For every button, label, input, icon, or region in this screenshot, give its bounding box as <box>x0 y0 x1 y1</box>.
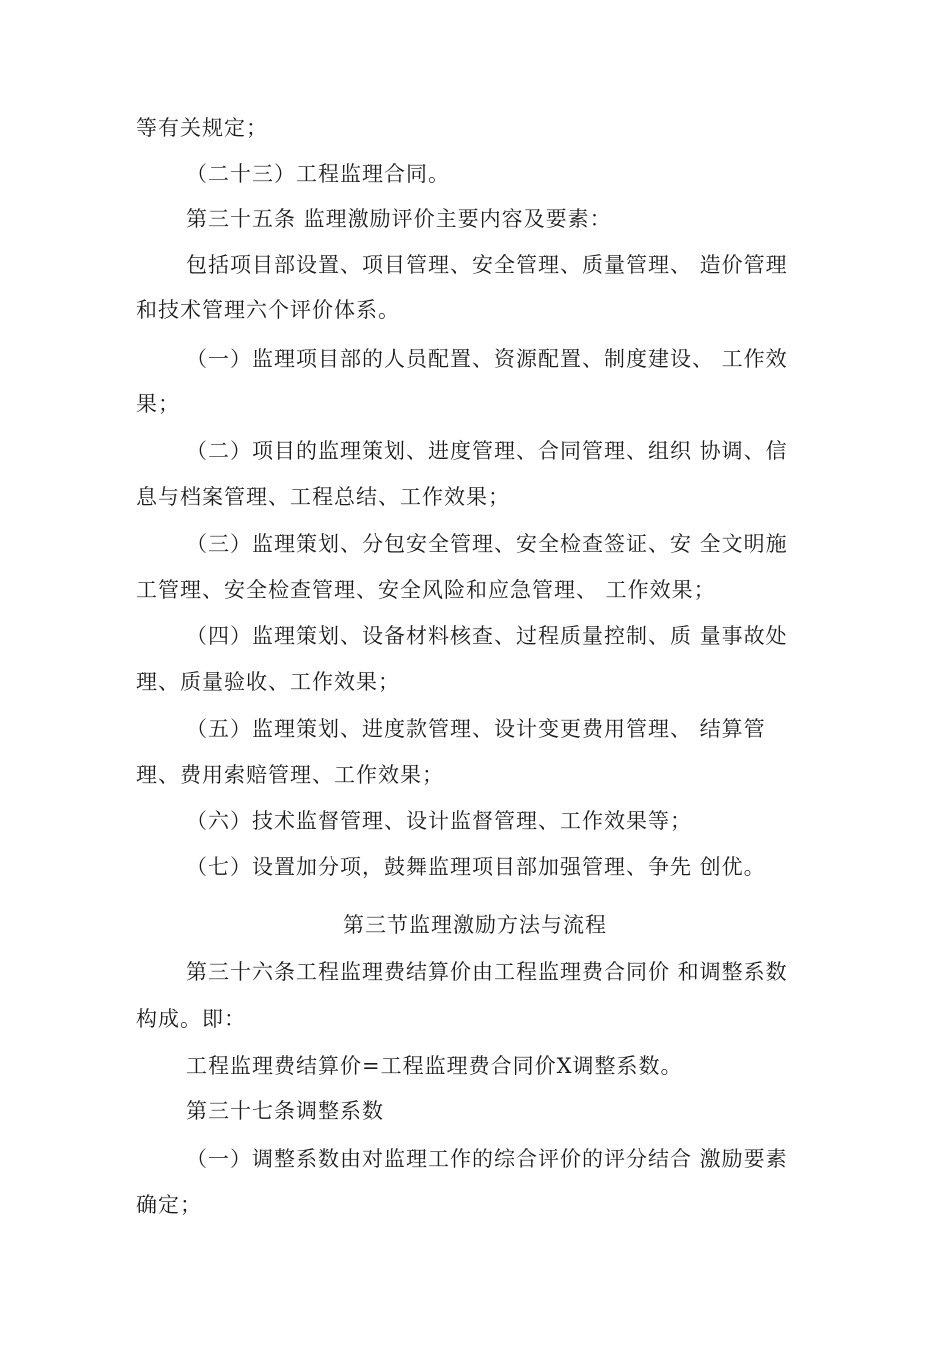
text-line: 息与档案管理、工程总结、工作效果； <box>136 485 510 509</box>
list-item: （七）设置加分项，鼓舞监理项目部加强管理、争先 创优。 <box>186 855 766 879</box>
formula-line: 工程监理费结算价=工程监理费合同价X调整系数。 <box>186 1054 683 1078</box>
section-heading: 第三节监理激励方法与流程 <box>343 913 607 937</box>
article-heading: 第三十七条调整系数 <box>186 1099 384 1123</box>
list-item: （五）监理策划、进度款管理、设计变更费用管理、 结算管 <box>186 717 766 741</box>
list-item: （四）监理策划、设备材料核查、过程质量控制、质 量事故处 <box>186 624 788 648</box>
text-line: 构成。即： <box>136 1007 246 1031</box>
list-item: （三）监理策划、分包安全管理、安全检查签证、安 全文明施 <box>186 532 788 556</box>
text-line: 理、费用索赔管理、工作效果； <box>136 763 444 787</box>
text-line: 果； <box>136 392 180 416</box>
list-item: （二十三）工程监理合同。 <box>186 162 450 186</box>
text-line: 确定； <box>136 1193 202 1217</box>
text-line: 等有关规定； <box>136 116 268 140</box>
article-heading: 第三十六条工程监理费结算价由工程监理费合同价 和调整系数 <box>186 960 788 984</box>
text-line: 理、质量验收、工作效果； <box>136 670 400 694</box>
text-line: 工管理、安全检查管理、安全风险和应急管理、 工作效果； <box>136 578 716 602</box>
list-item: （二）项目的监理策划、进度管理、合同管理、组织 协调、信 <box>186 439 788 463</box>
list-item: （一）监理项目部的人员配置、资源配置、制度建设、 工作效 <box>186 347 788 371</box>
list-item: （六）技术监督管理、设计监督管理、工作效果等； <box>186 809 692 833</box>
paragraph-line: 包括项目部设置、项目管理、安全管理、质量管理、 造价管理 <box>186 253 788 277</box>
paragraph-line: 和技术管理六个评价体系。 <box>136 298 400 322</box>
article-heading: 第三十五条 监理激励评价主要内容及要素： <box>186 207 612 231</box>
list-item: （一）调整系数由对监理工作的综合评价的评分结合 激励要素 <box>186 1147 788 1171</box>
